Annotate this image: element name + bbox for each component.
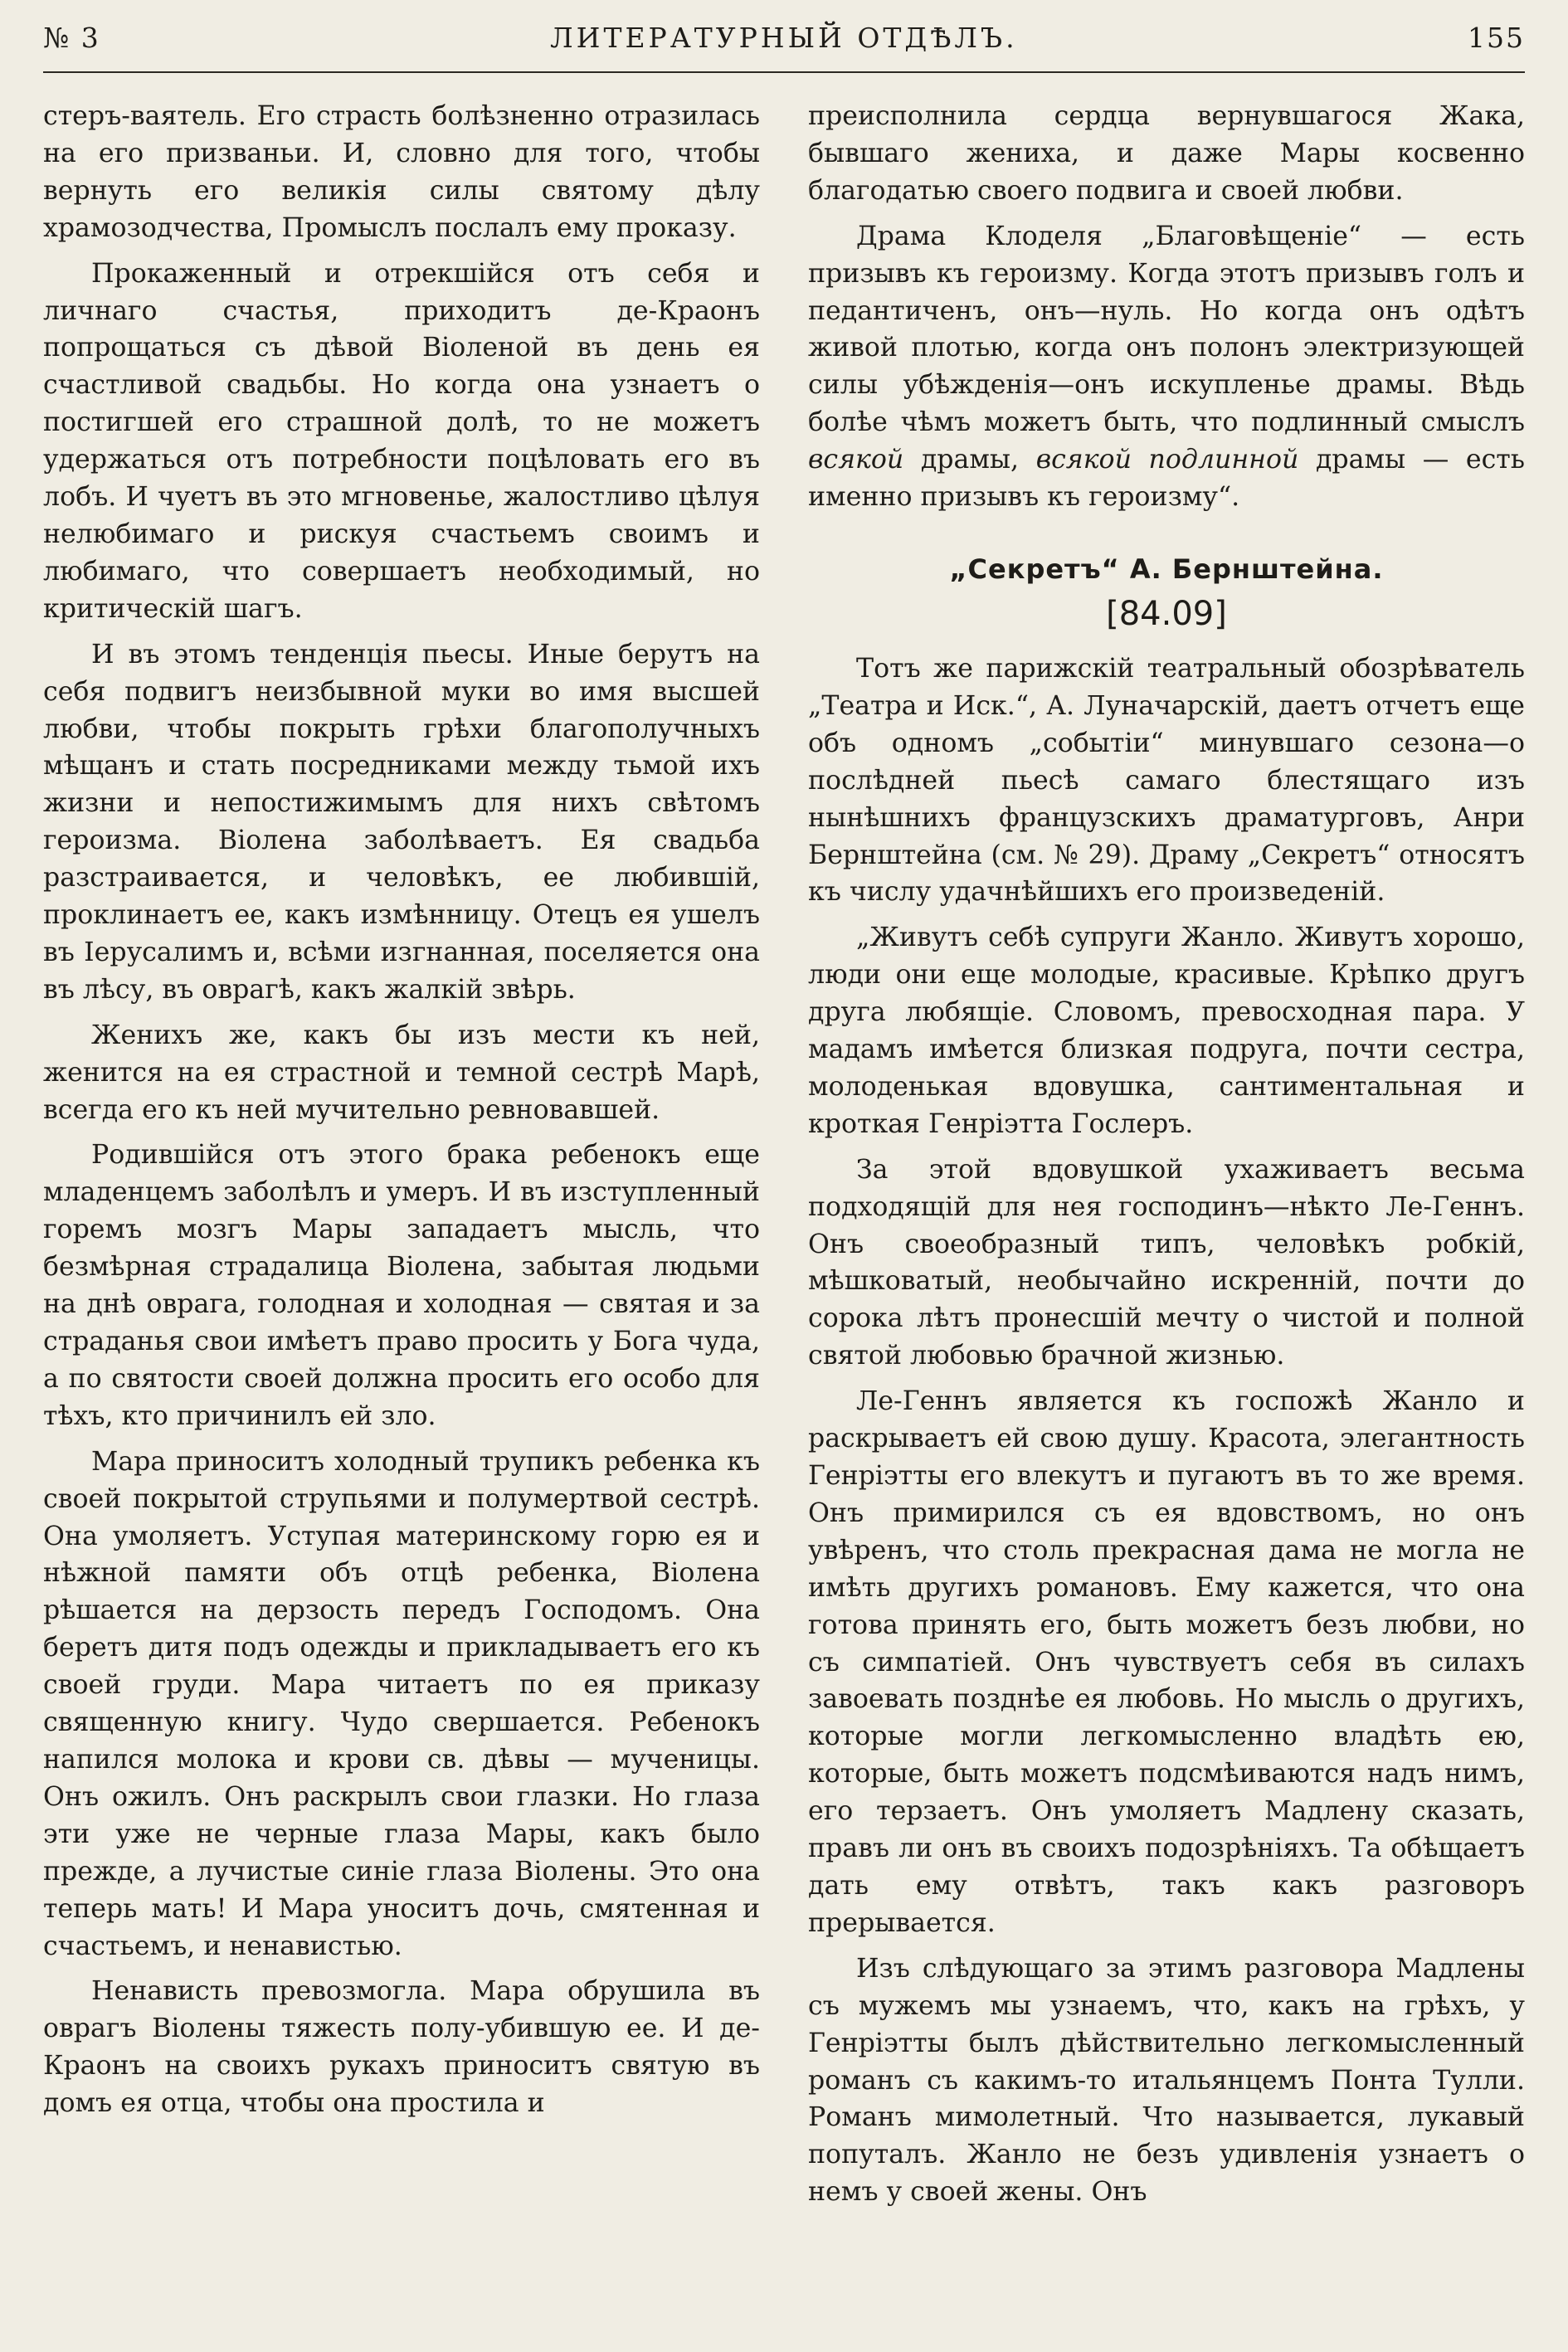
paragraph: Тотъ же парижскій театральный обозрѣватель „Театра и Иск.“, А. Луначарскій, даетъ отчетъ еще объ одномъ „событіи“ минувшаго сезона—о послѣдней пьесѣ самаго блестящаго изъ нынѣшнихъ французскихъ драматурговъ, Анри Бернштейна (см. № 29). Драму „Секретъ“ относятъ къ числу удачнѣйшихъ его произведеній. bbox=[808, 653, 1525, 908]
paragraph: Прокаженный и отрекшійся отъ себя и личнаго счастья, приходитъ де-Краонъ попрощаться съ дѣвой Віоленой въ день ея счастливой свадьбы. Но когда она узнаетъ о постигшей его страшной долѣ, то не можетъ удержаться отъ потребности поцѣловать его въ лобъ. И чуетъ въ это мгновенье, жалостливо цѣлуя нелюбимаго и рискуя счастьемъ своимъ и любимаго, что совершаетъ необходимый, но критическій шагъ. bbox=[43, 258, 760, 624]
paragraph: преисполнила сердца вернувшагося Жака, бывшаго жениха, и даже Мары косвенно благодатью своего подвига и своей любви. bbox=[808, 101, 1525, 206]
paragraph: стеръ-ваятель. Его страсть болѣзненно отразилась на его призваньи. И, словно для того, чтобы вернуть его великія силы святому дѣлу храмозодчества, Промыслъ послалъ ему проказу. bbox=[43, 101, 760, 243]
two-column-body bbox=[43, 98, 1525, 2219]
italic-run: всякой bbox=[808, 445, 904, 475]
running-head bbox=[43, 22, 1525, 66]
article-number: [84.09] bbox=[1106, 594, 1227, 633]
paragraph: Мара приноситъ холодный трупикъ ребенка къ своей покрытой струпьями и полумертвой сестрѣ. Она умоляетъ. Уступая материнскому горю ея и нѣжной памяти объ отцѣ ребенка, Віолена рѣшается на дерзость передъ Господомъ. Она беретъ дитя подъ одежды и прикладываетъ его къ своей груди. Мара читаетъ по ея приказу священную книгу. Чудо свершается. Ребенокъ напился молока и крови св. дѣвы — мученицы. Онъ ожилъ. Онъ раскрылъ свои глазки. Но глаза эти уже не черные глаза Мары, какъ было прежде, а лучистые синіе глаза Віолены. Это она теперь мать! И Мара уноситъ дочь, смятенная и счастьемъ, и ненавистью. bbox=[43, 1446, 760, 1961]
paragraph: За этой вдовушкой ухаживаетъ весьма подходящій для нея господинъ—нѣкто Ле-Геннъ. Онъ своеобразный типъ, человѣкъ робкій, мѣшковатый, необычайно искренній, почти до сорока лѣтъ пронесшій мечту о чистой и полной святой любовью брачной жизнью. bbox=[808, 1154, 1525, 1371]
text-run: драмы, bbox=[920, 445, 1020, 475]
italic-run: всякой подлинной bbox=[1035, 445, 1299, 475]
page-number: 155 bbox=[1468, 22, 1525, 54]
paragraph: Изъ слѣдующаго за этимъ разговора Мадлены съ мужемъ мы узнаемъ, что, какъ на грѣхъ, у Генріэтты былъ дѣйствительно легкомысленный романъ съ какимъ-то итальянцемъ Понта Тулли. Романъ мимолетный. Что называется, лукавый попуталъ. Жанло не безъ удивленія узнаетъ о немъ у своей жены. Онъ bbox=[808, 1953, 1525, 2208]
paragraph: „Живутъ себѣ супруги Жанло. Живутъ хорошо, люди они еще молодые, красивые. Крѣпко другъ друга любящіе. Словомъ, превосходная пара. У мадамъ имѣется близкая подруга, почти сестра, молоденькая вдовушка, сантиментальная и кроткая Генріэтта Гослеръ. bbox=[808, 923, 1525, 1139]
article-title: „Секретъ“ А. Бернштейна. bbox=[949, 553, 1384, 585]
header-rule bbox=[43, 71, 1525, 73]
paragraph: Родившійся отъ этого брака ребенокъ еще младенцемъ заболѣлъ и умеръ. И въ изступленный горемъ мозгъ Мары западаетъ мысль, что безмѣрная страдалица Віолена, забытая людьми на днѣ оврага, голодная и холодная — святая и за страданья свои имѣетъ право просить у Бога чуда, а по святости своей должна просить его особо для тѣхъ, кто причинилъ ей зло. bbox=[43, 1140, 760, 1431]
right-column bbox=[808, 98, 1525, 2219]
text-run: драмы — есть именно призывъ къ героизму“. bbox=[808, 445, 1525, 513]
issue-number: № 3 bbox=[43, 22, 100, 54]
section-heading: ЛИТЕРАТУРНЫЙ ОТДѢЛЪ. bbox=[550, 22, 1018, 54]
left-column bbox=[43, 98, 760, 2219]
paragraph: И въ этомъ тенденція пьесы. Иные берутъ на себя подвигъ неизбывной муки во имя высшей любви, чтобы покрыть грѣхи благополучныхъ мѣщанъ и стать посредниками между тьмой ихъ жизни и непостижимымъ для нихъ свѣтомъ героизма. Віолена заболѣваетъ. Ея свадьба разстраивается, и человѣкъ, ее любившій, проклинаетъ ее, какъ измѣнницу. Отецъ ея ушелъ въ Іерусалимъ и, всѣми изгнанная, поселяется она въ лѣсу, въ оврагѣ, какъ жалкій звѣрь. bbox=[43, 639, 760, 1005]
paragraph: Ненависть превозмогла. Мара обрушила въ оврагъ Віолены тяжесть полу-убившую ее. И де-Краонъ на своихъ рукахъ приноситъ святую въ домъ ея отца, чтобы она простила и bbox=[43, 1976, 760, 2119]
paragraph-with-italics bbox=[808, 218, 1525, 516]
text-run: Драма Клоделя „Благовѣщеніе“ — есть призывъ къ героизму. Когда этотъ призывъ голъ и педантиченъ, онъ—нуль. Но когда онъ одѣтъ живой плотью, когда онъ полонъ электризующей силы убѣжденія—онъ искупленье драмы. Вѣдь болѣе чѣмъ можетъ быть, что подлинный смыслъ bbox=[808, 221, 1525, 438]
paragraph: Женихъ же, какъ бы изъ мести къ ней, женится на ея страстной и темной сестрѣ Марѣ, всегда его къ ней мучительно ревновавшей. bbox=[43, 1020, 760, 1125]
paragraph: Ле-Геннъ является къ госпожѣ Жанло и раскрываетъ ей свою душу. Красота, элегантность Генріэтты его влекутъ и пугаютъ въ то же время. Онъ примирился съ ея вдовствомъ, но онъ увѣренъ, что столь прекрасная дама не могла не имѣть другихъ романовъ. Ему кажется, что она готова принять его, быть можетъ безъ любви, но съ симпатіей. Онъ чувствуетъ себя въ силахъ завоевать позднѣе ея любовь. Но мысль о другихъ, которые могли легкомысленно владѣть ею, которые, быть можетъ подсмѣиваются надъ нимъ, его терзаетъ. Онъ умоляетъ Мадлену сказать, правъ ли онъ въ своихъ подозрѣніяхъ. Та обѣщаетъ дать ему отвѣтъ, такъ какъ разговоръ прерывается. bbox=[808, 1386, 1525, 1938]
